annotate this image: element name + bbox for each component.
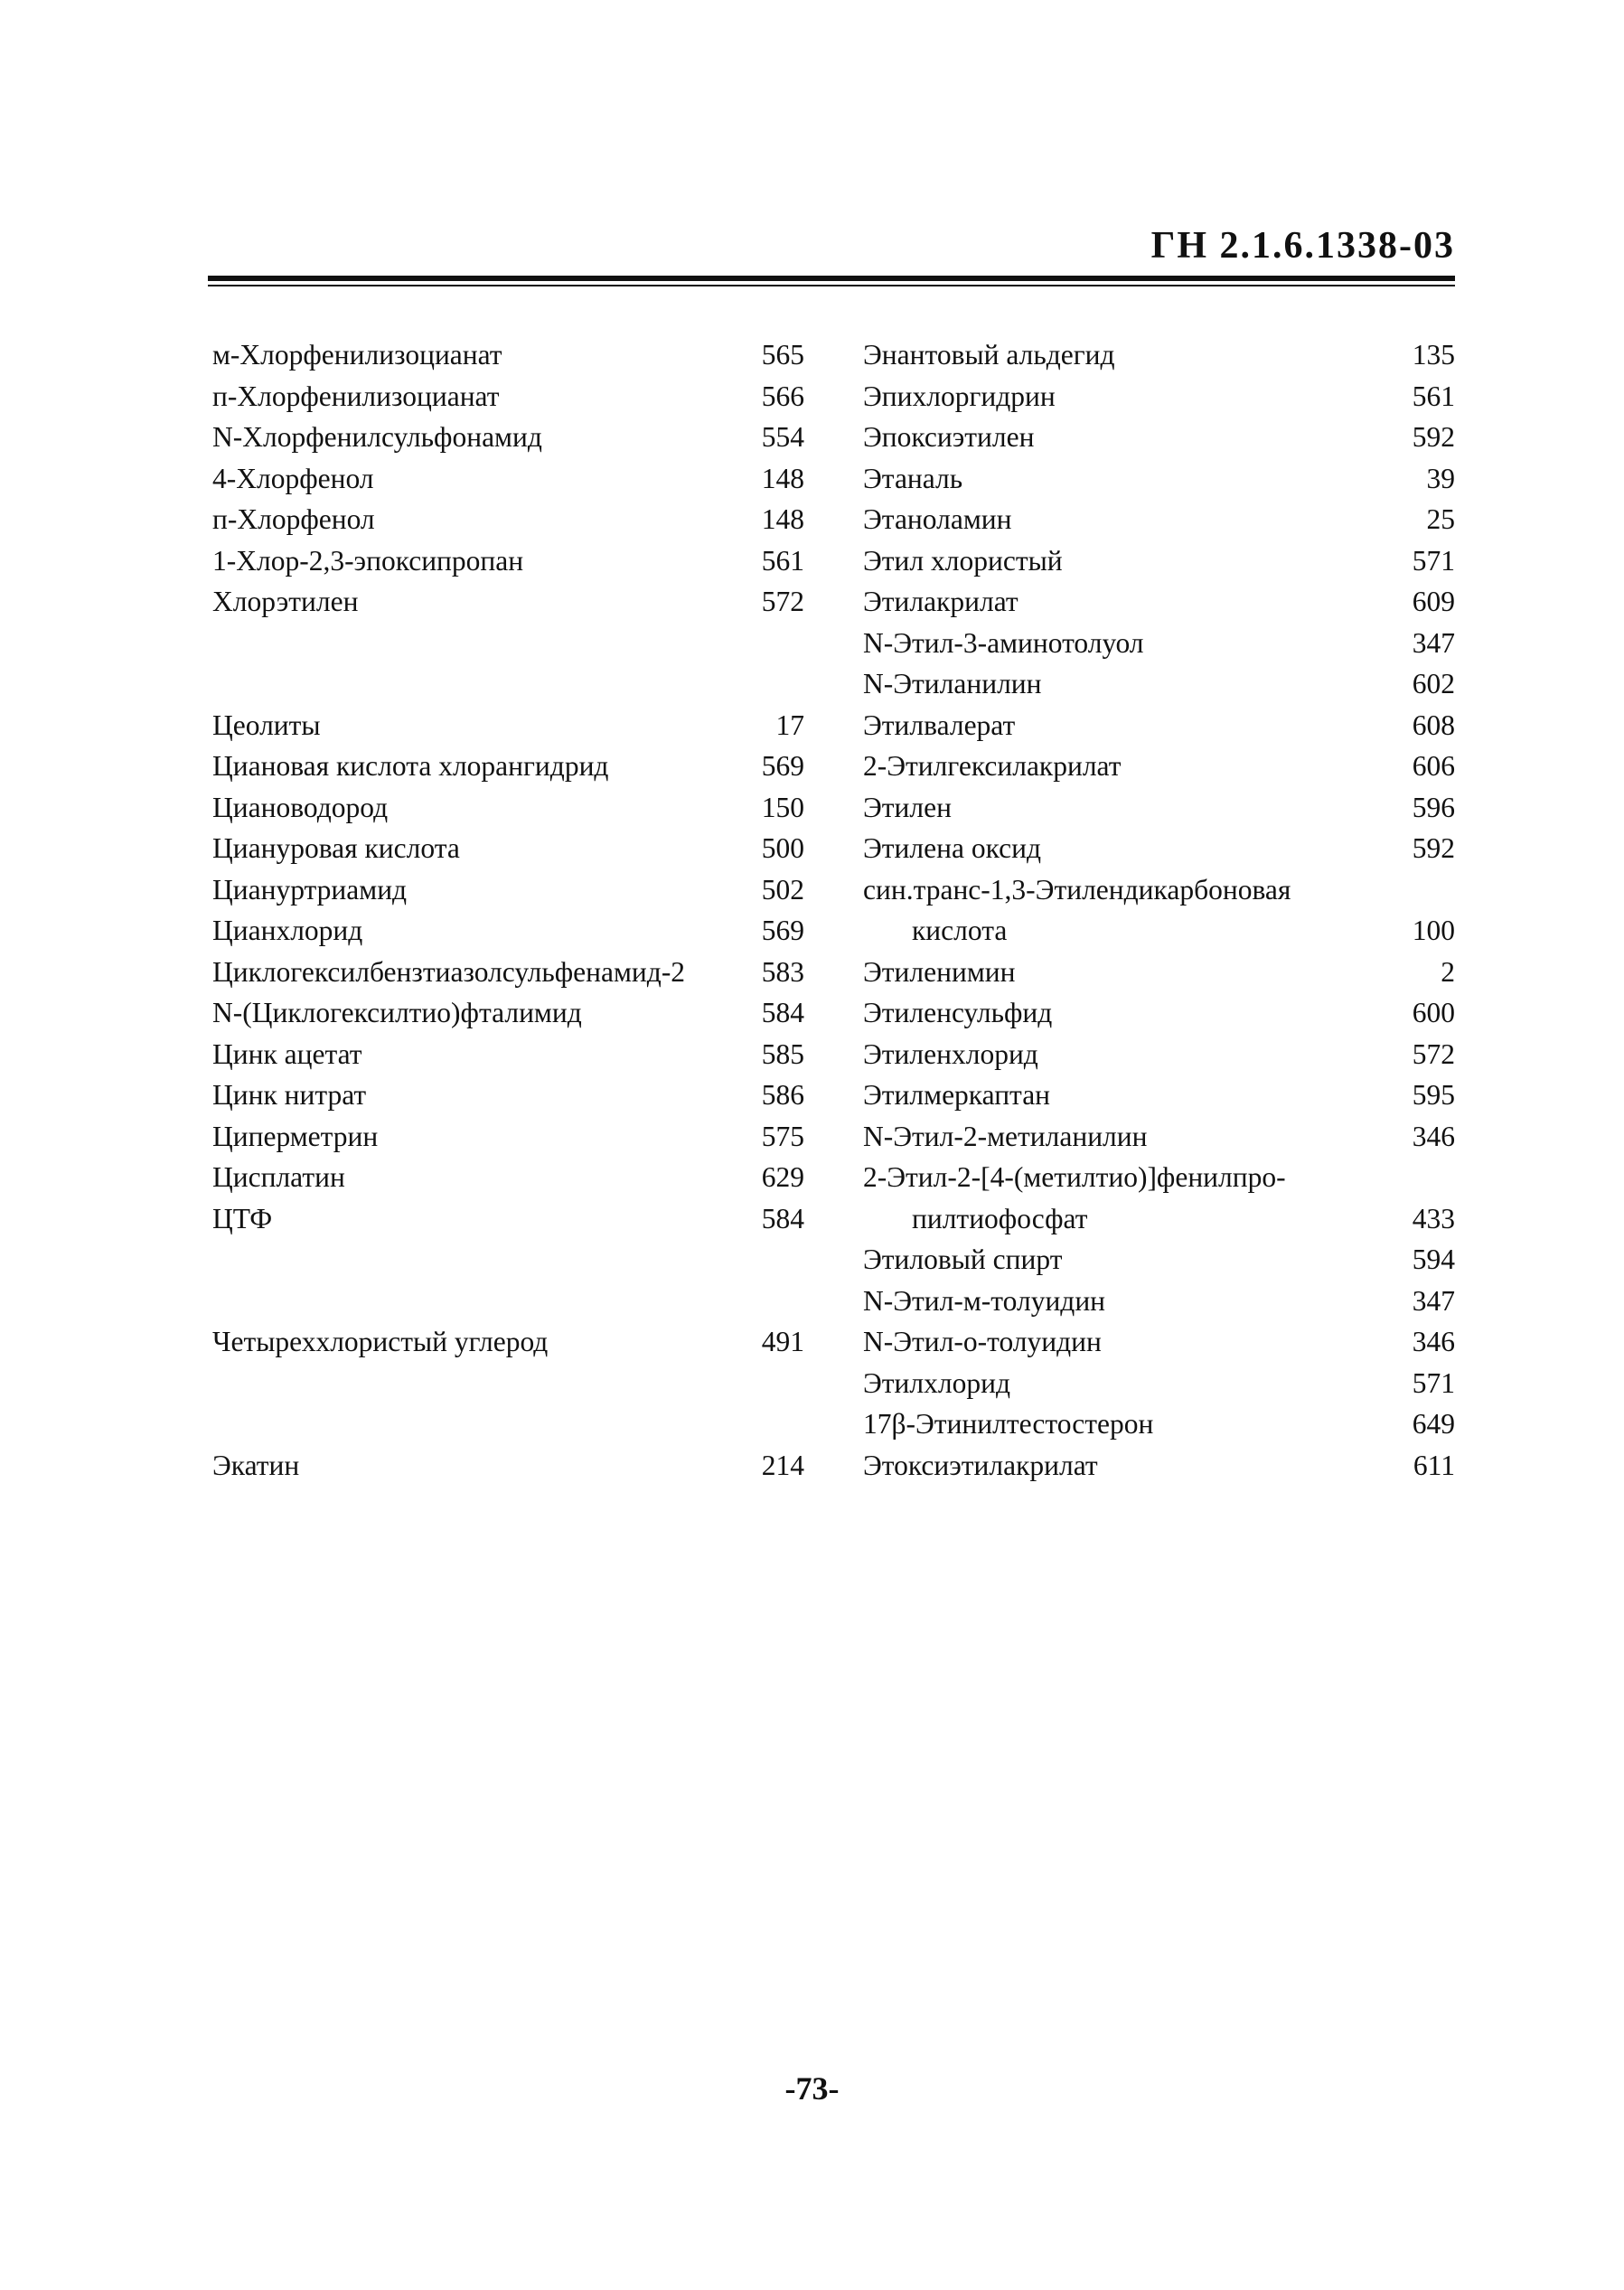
index-entry (863, 376, 1455, 418)
index-entry (863, 1116, 1455, 1158)
index-term: 2-Этилгексилакрилат (863, 750, 1122, 782)
index-term: Этаналь (863, 462, 963, 494)
index-entry (212, 1075, 804, 1116)
page-number: -73- (784, 2070, 840, 2107)
index-term: Циановодород (212, 791, 389, 823)
index-page-ref: 502 (761, 873, 804, 906)
index-entry (212, 992, 804, 1034)
index-page-ref: 346 (1412, 1326, 1455, 1357)
index-entry (212, 1445, 804, 1487)
index-page-ref: 595 (1412, 1079, 1455, 1111)
index-page-ref: 606 (1412, 750, 1455, 782)
index-entry (212, 663, 804, 705)
index-entry (863, 334, 1455, 376)
index-term: Этиловый спирт (863, 1244, 1063, 1275)
index-term: Циануртриамид (212, 873, 408, 906)
index-entry (863, 458, 1455, 500)
index-entry (863, 746, 1455, 787)
index-term: Этиленхлорид (863, 1037, 1038, 1070)
index-page-ref: 571 (1412, 544, 1455, 577)
index-page-ref: 569 (761, 750, 804, 782)
index-entry (863, 540, 1455, 582)
index-entry (212, 828, 804, 869)
index-entry (863, 1281, 1455, 1322)
index-term: Четыреххлористый углерод (212, 1326, 549, 1357)
index-page-ref: 39 (1426, 462, 1455, 494)
index-term: Этилена оксид (863, 832, 1041, 864)
index-entry (863, 663, 1455, 705)
index-term: Цинк ацетат (212, 1037, 362, 1070)
index-term: син.транс-1,3-Этилендикарбоновая (863, 873, 1291, 906)
index-entry (863, 1034, 1455, 1075)
index-entry (212, 746, 804, 787)
index-entry (863, 1321, 1455, 1363)
index-entry (212, 952, 804, 993)
index-entry (212, 334, 804, 376)
index-term: ЦТФ (212, 1202, 273, 1234)
index-entry (863, 869, 1455, 911)
index-page-ref: 585 (761, 1037, 804, 1070)
index-page-ref: 2 (1441, 955, 1455, 988)
index-page-ref: 566 (761, 380, 804, 412)
index-term: N-Хлорфенилсульфонамид (212, 421, 542, 453)
index-entry (212, 1281, 804, 1322)
index-entry (863, 992, 1455, 1034)
index-term: 2-Этил-2-[4-(метилтио)]фенилпро- (863, 1161, 1286, 1193)
index-page-ref: 135 (1412, 339, 1455, 371)
index-page-ref: 592 (1412, 421, 1455, 453)
index-entry (212, 787, 804, 829)
index-term: Энантовый альдегид (863, 339, 1115, 371)
index-page-ref: 586 (761, 1079, 804, 1111)
index-page-ref: 561 (761, 544, 804, 577)
index-entry (212, 623, 804, 664)
index-entry (863, 705, 1455, 746)
index-term: Этил хлористый (863, 544, 1063, 577)
index-term: Этоксиэтилакрилат (863, 1449, 1098, 1481)
index-page-ref: 584 (761, 1202, 804, 1234)
index-page-ref: 565 (761, 339, 804, 371)
index-page-ref: 602 (1412, 668, 1455, 699)
header-rule-thin (208, 285, 1455, 286)
index-term: 17β-Этинилтестостерон (863, 1408, 1154, 1440)
index-term: Цеолиты (212, 709, 321, 741)
index-term: п-Хлорфенол (212, 503, 375, 535)
index-page-ref: 148 (761, 503, 804, 535)
index-term: Этилвалерат (863, 709, 1016, 741)
index-page-ref: 347 (1412, 1284, 1455, 1317)
index-term: 1-Хлор-2,3-эпоксипропан (212, 544, 524, 577)
index-entry (212, 705, 804, 746)
index-term: Хлорэтилен (212, 586, 359, 617)
index-entry (212, 1321, 804, 1363)
index-page-ref: 584 (761, 997, 804, 1028)
index-term: Циклогексилбензтиазолсульфенамид-2 (212, 955, 686, 988)
index-term: N-Этил-м-толуидин (863, 1284, 1106, 1317)
index-page-ref: 569 (761, 915, 804, 946)
index-entry (212, 458, 804, 500)
index-entry (863, 1157, 1455, 1198)
index-term: N-Этил-3-аминотолуол (863, 626, 1144, 659)
index-entry (212, 1034, 804, 1075)
index-entry (212, 1403, 804, 1445)
index-entry (212, 1116, 804, 1158)
index-page-ref: 148 (761, 462, 804, 494)
index-page-ref: 433 (1412, 1202, 1455, 1234)
index-page-ref: 491 (761, 1326, 804, 1357)
index-entry (863, 1445, 1455, 1487)
document-code-header: ГН 2.1.6.1338-03 (1150, 225, 1455, 267)
index-entry (212, 910, 804, 952)
index-page-ref: 594 (1412, 1244, 1455, 1275)
index-term: Циануровая кислота (212, 832, 460, 864)
index-entry (863, 623, 1455, 664)
index-term: Цинк нитрат (212, 1079, 367, 1111)
index-page-ref: 346 (1412, 1120, 1455, 1152)
header-rule-thick (208, 276, 1455, 281)
index-entry (212, 540, 804, 582)
index-term: N-Этиланилин (863, 668, 1042, 699)
index-page-ref: 17 (775, 709, 804, 741)
index-page-ref: 611 (1413, 1449, 1455, 1481)
index-entry (863, 1198, 1455, 1240)
index-entry (863, 499, 1455, 540)
index-page-ref: 347 (1412, 626, 1455, 659)
index-term: Этиленсульфид (863, 997, 1053, 1028)
index-page-ref: 600 (1412, 997, 1455, 1028)
index-entry (212, 1198, 804, 1240)
index-page-ref: 561 (1412, 380, 1455, 412)
index-entry (863, 828, 1455, 869)
index-entry (212, 1239, 804, 1281)
index-term: пилтиофосфат (912, 1202, 1088, 1234)
index-term: м-Хлорфенилизоцианат (212, 339, 502, 371)
index-term: Циперметрин (212, 1120, 379, 1152)
index-term: 4-Хлорфенол (212, 462, 374, 494)
index-entry (863, 1239, 1455, 1281)
index-entry (212, 869, 804, 911)
index-column-right (863, 334, 1455, 1486)
index-page-ref: 25 (1426, 503, 1455, 535)
index-page-ref: 150 (761, 791, 804, 823)
index-page-ref: 592 (1412, 832, 1455, 864)
index-page-ref: 571 (1412, 1366, 1455, 1399)
index-term: Этаноламин (863, 503, 1012, 535)
index-page-ref: 214 (761, 1449, 804, 1481)
index-entry (212, 581, 804, 623)
index-entry (863, 1075, 1455, 1116)
index-entry (212, 376, 804, 418)
index-page-ref: 649 (1412, 1408, 1455, 1440)
index-entry (863, 417, 1455, 458)
index-entry (863, 1403, 1455, 1445)
index-page-ref: 609 (1412, 586, 1455, 617)
index-entry (863, 952, 1455, 993)
index-entry (212, 417, 804, 458)
index-term: Циановая кислота хлорангидрид (212, 750, 609, 782)
index-page-ref: 572 (1412, 1037, 1455, 1070)
index-page-ref: 575 (761, 1120, 804, 1152)
index-page-ref: 100 (1412, 915, 1455, 946)
index-column-left (212, 334, 804, 1486)
index-term: Этилмеркаптан (863, 1079, 1051, 1111)
index-term: N-(Циклогексилтио)фталимид (212, 997, 582, 1028)
index-page-ref: 596 (1412, 791, 1455, 823)
index-term: Этиленимин (863, 955, 1016, 988)
index-entry (863, 910, 1455, 952)
index-term: Экатин (212, 1449, 300, 1481)
index-term: Цианхлорид (212, 915, 363, 946)
index-term: Цисплатин (212, 1161, 345, 1193)
index-page-ref: 608 (1412, 709, 1455, 741)
index-term: Этилхлорид (863, 1366, 1010, 1399)
index-page-ref: 500 (761, 832, 804, 864)
index-entry (212, 499, 804, 540)
index-term: кислота (912, 915, 1008, 946)
index-term: N-Этил-2-метиланилин (863, 1120, 1148, 1152)
index-term: Эпоксиэтилен (863, 421, 1035, 453)
index-entry (863, 581, 1455, 623)
index-page-ref: 572 (761, 586, 804, 617)
index-term: Этилакрилат (863, 586, 1019, 617)
index-page-ref: 583 (761, 955, 804, 988)
index-term: Эпихлоргидрин (863, 380, 1056, 412)
index-page-ref: 629 (761, 1161, 804, 1193)
index-term: Этилен (863, 791, 952, 823)
index-entry (212, 1363, 804, 1404)
index-entry (212, 1157, 804, 1198)
index-term: п-Хлорфенилизоцианат (212, 380, 500, 412)
index-entry (863, 787, 1455, 829)
index-entry (863, 1363, 1455, 1404)
index-page-ref: 554 (761, 421, 804, 453)
index-term: N-Этил-о-толуидин (863, 1326, 1102, 1357)
